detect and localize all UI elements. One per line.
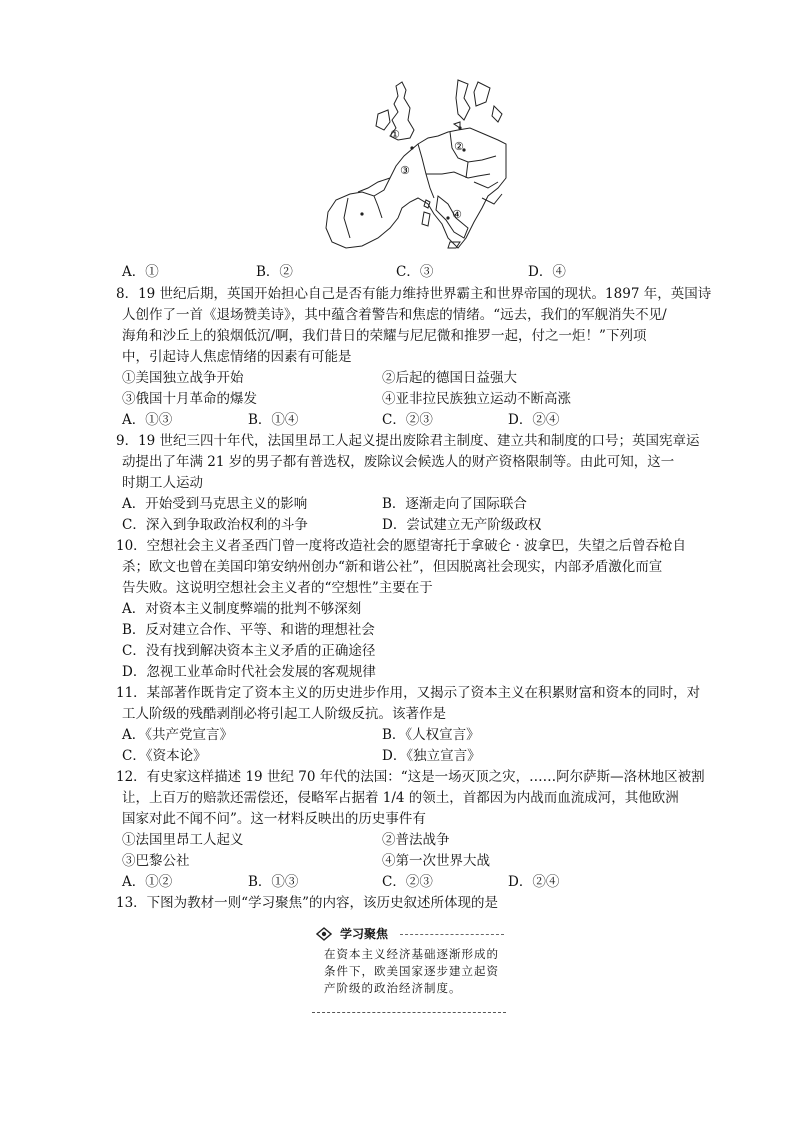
q12-item-3: ③巴黎公社 (122, 853, 190, 869)
map-label-2: ② (454, 140, 464, 153)
note-title: 学习聚焦 (340, 927, 389, 941)
q10-option-a[interactable]: A．对资本主义制度弊端的批判不够深刻 (122, 601, 362, 617)
q8-stem-line-2: 人创作了一首《退场赞美诗》，其中蕴含着警告和焦虑的情绪。“远去，我们的军舰消失不见/ (122, 307, 667, 323)
q12-stem-line-2: 让，上百万的赔款还需偿还，侵略军占据着 1/4 的领土，首都因为内战而血流成河，其他欧洲 (122, 790, 679, 806)
q12-option-c[interactable]: C．②③ (382, 874, 433, 890)
q12-option-b[interactable]: B．①③ (248, 874, 299, 890)
q8-stem-line-3: 海角和沙丘上的狼烟低沉/啊，我们昔日的荣耀与尼尼微和推罗一起，付之一炬！”下列项 (122, 328, 647, 344)
q8-item-4: ④亚非拉民族独立运动不断高涨 (382, 391, 571, 407)
q9-option-b[interactable]: B．逐渐走向了国际联合 (382, 496, 527, 512)
q11-option-c[interactable]: C．《资本论》 (122, 748, 207, 764)
q9-stem-line-1: 9．19 世纪三四十年代，法国里昂工人起义提出废除君主制度、建立共和制度的口号；英国宪章运 (116, 433, 700, 449)
note-title-rule (400, 934, 504, 935)
q10-stem-line-2: 杀；欧文也曾在美国印第安纳州创办“新和谐公社”，但因脱离社会现实，内部矛盾激化而宣 (122, 559, 663, 575)
q10-stem-line-1: 10．空想社会主义者圣西门曾一度将改造社会的愿望寄托于拿破仑 · 波拿巴，失望之后曾吞枪自 (116, 538, 687, 554)
q10-option-b[interactable]: B．反对建立合作、平等、和谐的理想社会 (122, 622, 375, 638)
q8-stem-line-1: 8．19 世纪后期，英国开始担心自己是否有能力维持世界霸主和世界帝国的现状。1897 年，英国诗 (116, 286, 712, 302)
q9-option-c[interactable]: C．深入到争取政治权利的斗争 (122, 517, 308, 533)
q13-stem-line-1: 13．下图为教材一则“学习聚焦”的内容，该历史叙述所体现的是 (116, 895, 498, 911)
map-label-4: ④ (452, 208, 462, 221)
q7-option-b[interactable]: B．② (256, 264, 293, 280)
q10-option-c[interactable]: C．没有找到解决资本主义矛盾的正确途径 (122, 643, 376, 659)
q12-stem-line-3: 国家对此不闻不问”。这一材料反映出的历史事件有 (122, 811, 426, 827)
q8-item-2: ②后起的德国日益强大 (382, 370, 517, 386)
q9-option-a[interactable]: A．开始受到马克思主义的影响 (122, 496, 308, 512)
q12-stem-line-1: 12．有史家这样描述 19 世纪 70 年代的法国：“这是一场灭顶之灾，……阿尔萨斯—洛林地区被割 (116, 769, 705, 785)
q11-option-d[interactable]: D．《独立宣言》 (382, 748, 481, 764)
q8-stem-line-4: 中，引起诗人焦虑情绪的因素有可能是 (122, 349, 352, 365)
q11-stem-line-2: 工人阶级的残酷剥削必将引起工人阶级反抗。该著作是 (122, 706, 446, 722)
map-label-3: ③ (400, 164, 410, 177)
q10-option-d[interactable]: D．忽视工业革命时代社会发展的客观规律 (122, 664, 376, 680)
q8-item-3: ③俄国十月革命的爆发 (122, 391, 257, 407)
map-label-1: ① (390, 128, 400, 141)
q8-option-b[interactable]: B．①④ (248, 412, 299, 428)
q12-item-2: ②普法战争 (382, 832, 450, 848)
q11-option-a[interactable]: A．《共产党宣言》 (122, 727, 233, 743)
q9-stem-line-2: 动提出了年满 21 岁的男子都有普选权，废除议会候选人的财产资格限制等。由此可知，这一 (122, 454, 675, 470)
study-focus-note (312, 924, 506, 1018)
q8-option-c[interactable]: C．②③ (382, 412, 433, 428)
q12-option-d[interactable]: D．②④ (508, 874, 560, 890)
q7-option-d[interactable]: D．④ (528, 264, 566, 280)
europe-map-drawing (318, 78, 508, 256)
q11-option-b[interactable]: B．《人权宣言》 (382, 727, 480, 743)
note-body: 在资本主义经济基础逐渐形成的条件下，欧美国家逐步建立起资产阶级的政治经济制度。 (324, 947, 499, 995)
q12-item-4: ④第一次世界大战 (382, 853, 490, 869)
q12-option-a[interactable]: A．①② (122, 874, 173, 890)
q11-stem-line-1: 11．某部著作既肯定了资本主义的历史进步作用，又揭示了资本主义在积累财富和资本的同时，对 (116, 685, 701, 701)
q7-option-c[interactable]: C．③ (396, 264, 434, 280)
q8-option-a[interactable]: A．①③ (122, 412, 173, 428)
europe-map (318, 78, 508, 256)
q7-option-a[interactable]: A．① (122, 264, 159, 280)
q9-stem-line-3: 时期工人运动 (122, 475, 203, 491)
q9-option-d[interactable]: D．尝试建立无产阶级政权 (382, 517, 542, 533)
note-bottom-rule (312, 1012, 506, 1013)
q8-option-d[interactable]: D．②④ (508, 412, 560, 428)
q8-item-1: ①美国独立战争开始 (122, 370, 244, 386)
focus-icon (316, 927, 332, 941)
q10-stem-line-3: 告失败。这说明空想社会主义者的“空想性”主要在于 (122, 580, 433, 596)
q12-item-1: ①法国里昂工人起义 (122, 832, 244, 848)
